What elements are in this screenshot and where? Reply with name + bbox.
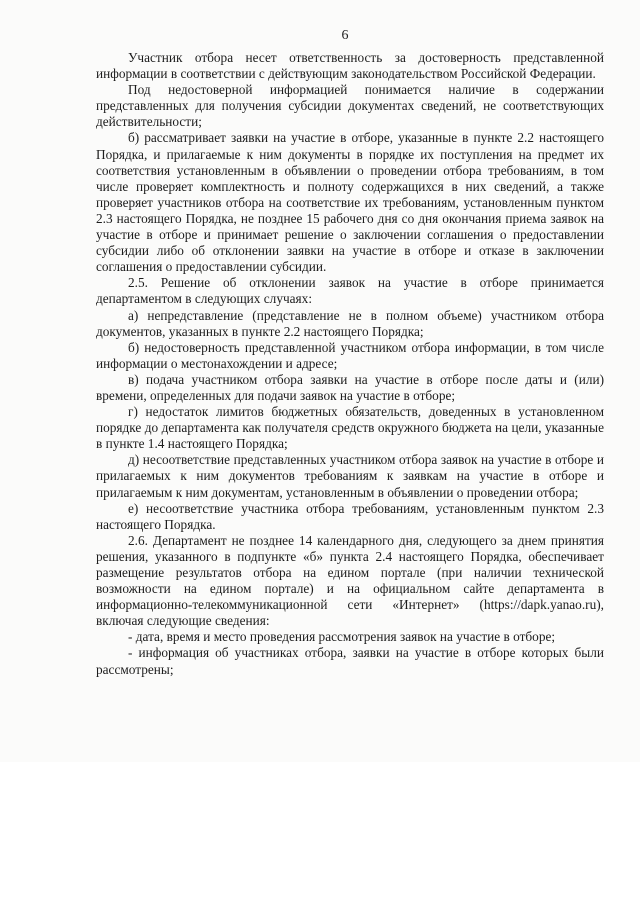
paragraph-2-5-d: д) несоответствие представленных участником отбора заявок на участие в отборе и прилагаемых к ним документов требованиям к заявкам на участие в отборе и прилагаемым к ним документам, установленным в объявлении о проведении отбора;	[96, 452, 604, 500]
paragraph-2-5-b: б) недостоверность представленной участником отбора информации, в том числе информации о местонахождении и адресе;	[96, 339, 604, 371]
paragraph-2-5-v: в) подача участником отбора заявки на участие в отборе после даты и (или) времени, определенных для подачи заявок на участие в отборе;	[96, 371, 604, 403]
paragraph-2-5-g: г) недостаток лимитов бюджетных обязательств, доведенных в установленном порядке до департамента как получателя средств окружного бюджета на цели, указанные в пункте 1.4 настоящего Порядка;	[96, 404, 604, 452]
paragraph-2-6: 2.6. Департамент не позднее 14 календарного дня, следующего за днем принятия решения, указанного в подпункте «б» пункта 2.4 настоящего Порядка, обеспечивает размещение результатов отбора на едином портале (при наличии технической возможности на едином портале) и на официальном сайте департамента в информационно-телекоммуникационной сети «Интернет» (https://dapk.yanao.ru), включая следующие сведения:	[96, 532, 604, 629]
paragraph-unreliable-info: Под недостоверной информацией понимается наличие в содержании представленных для получения субсидии документах сведений, не соответствующих действительности;	[96, 82, 604, 130]
blank-area	[0, 762, 640, 905]
paragraph-item-b-review: б) рассматривает заявки на участие в отборе, указанные в пункте 2.2 настоящего Порядка, и прилагаемые к ним документы в порядке их поступления на предмет их соответствия установленным в объявлении о проведении отбора требованиям, в том числе проверяет комплектность и полноту содержащихся в них сведений, а также проверяет участников отбора на соответствие их требованиям, установленным пунктом 2.3 настоящего Порядка, не позднее 15 рабочего дня со дня окончания приема заявок на участие в отборе и принимает решение о заключении соглашения о предоставлении субсидии либо об отклонении заявки на участие в отборе и отказе в заключении соглашения о предоставлении субсидии.	[96, 130, 604, 275]
paragraph-2-5-e: е) несоответствие участника отбора требованиям, установленным пунктом 2.3 настоящего Порядка.	[96, 500, 604, 532]
paragraph-2-5-a: а) непредставление (представление не в полном объеме) участником отбора документов, указанных в пункте 2.2 настоящего Порядка;	[96, 307, 604, 339]
paragraph-2-5: 2.5. Решение об отклонении заявок на участие в отборе принимается департаментом в следующих случаях:	[96, 275, 604, 307]
page-number: 6	[341, 28, 349, 43]
paragraph-2-6-participants: - информация об участниках отбора, заявки на участие в отборе которых были рассмотрены;	[96, 645, 604, 677]
paragraph-responsibility: Участник отбора несет ответственность за достоверность представленной информации в соответствии с действующим законодательством Российской Федерации.	[96, 50, 604, 82]
document-body	[96, 50, 604, 678]
paragraph-2-6-date: - дата, время и место проведения рассмотрения заявок на участие в отборе;	[128, 629, 556, 645]
